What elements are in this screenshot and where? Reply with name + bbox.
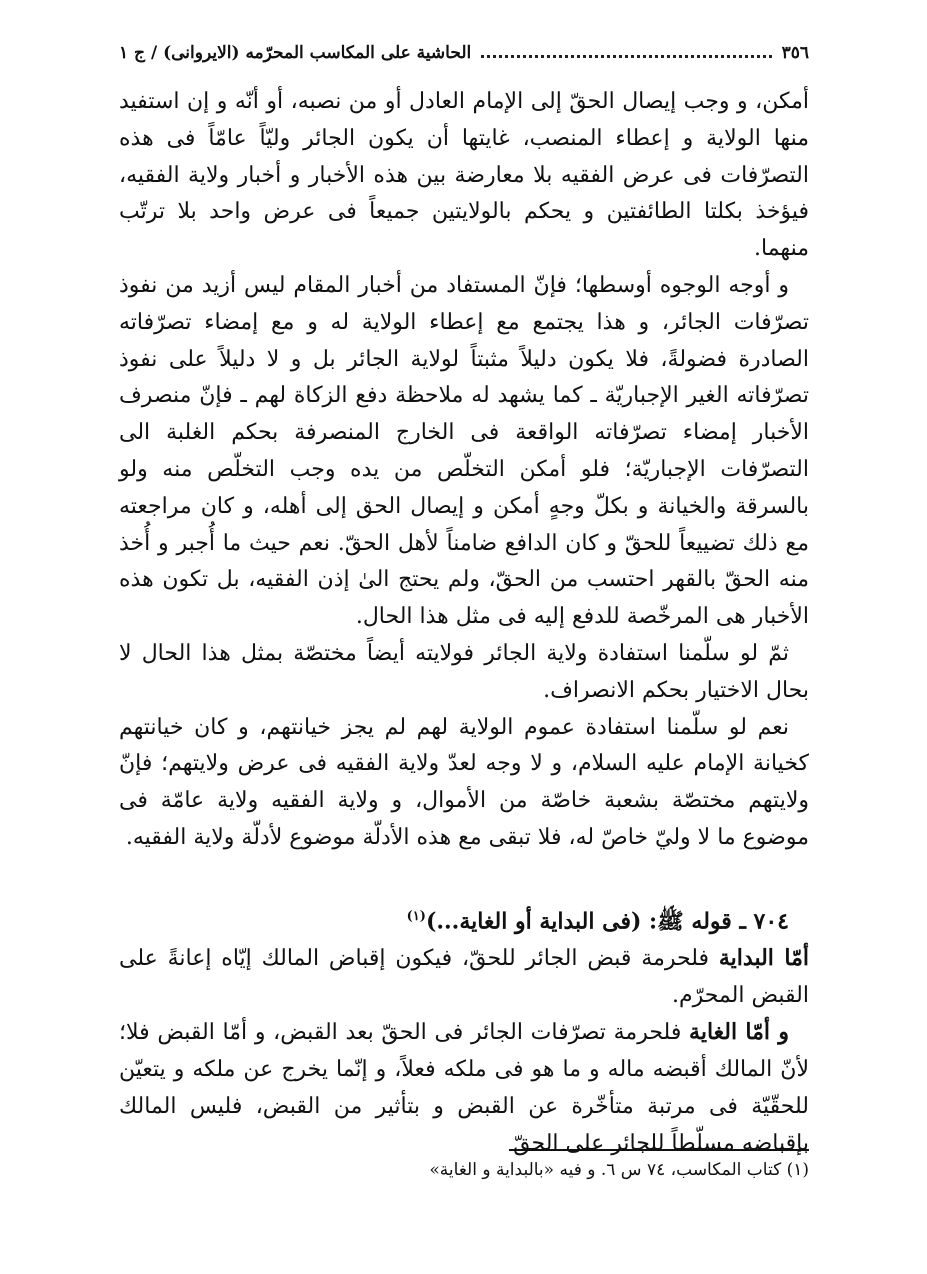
page-header [119,30,809,62]
paragraph-text: فلحرمة قبض الجائر للحقّ، فيكون إقباض المالك إيّاه إعانةً على القبض المحرّم. [119,945,809,1008]
footnote-rule [509,1149,809,1151]
paragraph: ثمّ لو سلّمنا استفادة ولاية الجائر فولايته أيضاً مختصّة بمثل هذا الحال لا بحال الاختيار بحكم الانصراف. [119,640,809,703]
paragraph: و أوجه الوجوه أوسطها؛ فإنّ المستفاد من أخبار المقام ليس أزيد من نفوذ تصرّفات الجائر، و هذا يجتمع مع إعطاء الولاية له و مع إمضاء تصرّفاته الصادرة فضولةً، فلا يكون دليلاً مثبتاً لولاية الجائر بل و لا دليلاً على نفوذ تصرّفاته الغير الإجباريّة ـ كما يشهد له ملاحظة دفع الزكاة لهم ـ فإنّ منصرف الأخبار إمضاء تصرّفاته الواقعة فى الخارج المنصرفة بحكم الغلبة الى التصرّفات الإجباريّة؛ فلو أمكن التخلّص من يده وجب التخلّص منه ولو بالسرقة والخيانة و بكلّ وجهٍ أمكن و إيصال الحق إلى أهله، و كان مراجعته مع ذلك تضييعاً للحقّ و كان الدافع ضامناً لأهل الحقّ. نعم حيث ما أُجبر و أُخذ منه الحقّ بالقهر احتسب من الحقّ، ولم يحتج الىٰ إذن الفقيه، بل تكون هذه الأخبار هى المرخّصة للدفع إليه فى مثل هذا الحال. [119,272,809,630]
section-title: قوله ﷺ: (فى البداية أو الغاية...) [425,908,732,935]
paragraph [119,940,809,1015]
section-number: ٧٠٤ [753,908,789,935]
paragraph: أمكن، و وجب إيصال الحقّ إلى الإمام العادل أو من نصبه، أو أنّه و إن استفيد منها الولاية و إعطاء المنصب، غايتها أن يكون الجائر وليّاً عامّاً فى هذه التصرّفات فى عرض الفقيه بلا معارضة بين هذه الأخبار و أخبار ولاية الفقيه، فيؤخذ بكلتا الطائفتين و يحكم بالولايتين جميعاً فى عرض واحد بلا ترتّب منهما. [119,89,809,262]
paragraph [119,1014,809,1162]
footnote-marker: (١) [406,908,426,924]
paragraph: نعم لو سلّمنا استفادة عموم الولاية لهم لم يجز خيانتهم، و كان خيانتهم كخيانة الإمام عليه السلام، و لا وجه لعدّ ولاية الفقيه فى عرض ولايتهم؛ فإنّ ولايتهم مختصّة بشعبة خاصّة من الأموال، و ولاية الفقيه ولاية عامّة فى موضوع ما لا وليّ خاصّ له، فلا تبقى مع هذه الأدلّة موضوع لأدلّة ولاية الفقيه. [119,714,809,850]
section-dash: ـ [731,908,754,935]
section-heading [119,899,809,940]
main-text [119,84,809,1163]
lead-phrase: و أمّا الغاية [689,1019,790,1046]
running-title: الحاشية على المكاسب المحرّمه (الايروانى) / ج ١ [119,43,472,63]
page-number: ٣٥٦ [781,43,809,63]
footnote: (١) كتاب المكاسب، ٧٤ س ٦. و فيه «بالبداية و الغاية» [429,1160,809,1180]
header-leader-dots [481,54,771,58]
lead-phrase: أمّا البداية [718,944,810,971]
paragraph-text: فلحرمة تصرّفات الجائر فى الحقّ بعد القبض، و أمّا القبض فلا؛ لأنّ المالك أقبضه ماله و ما هو فى ملكه فعلاً، و إنّما يخرج عن ملكه و يتعيّن للحقّيّة فى مرتبة متأخّرة عن القبض و بتأثير من القبض، فليس المالك بإقباضه مسلّطاً للجائر على الحقّ [119,1020,809,1156]
